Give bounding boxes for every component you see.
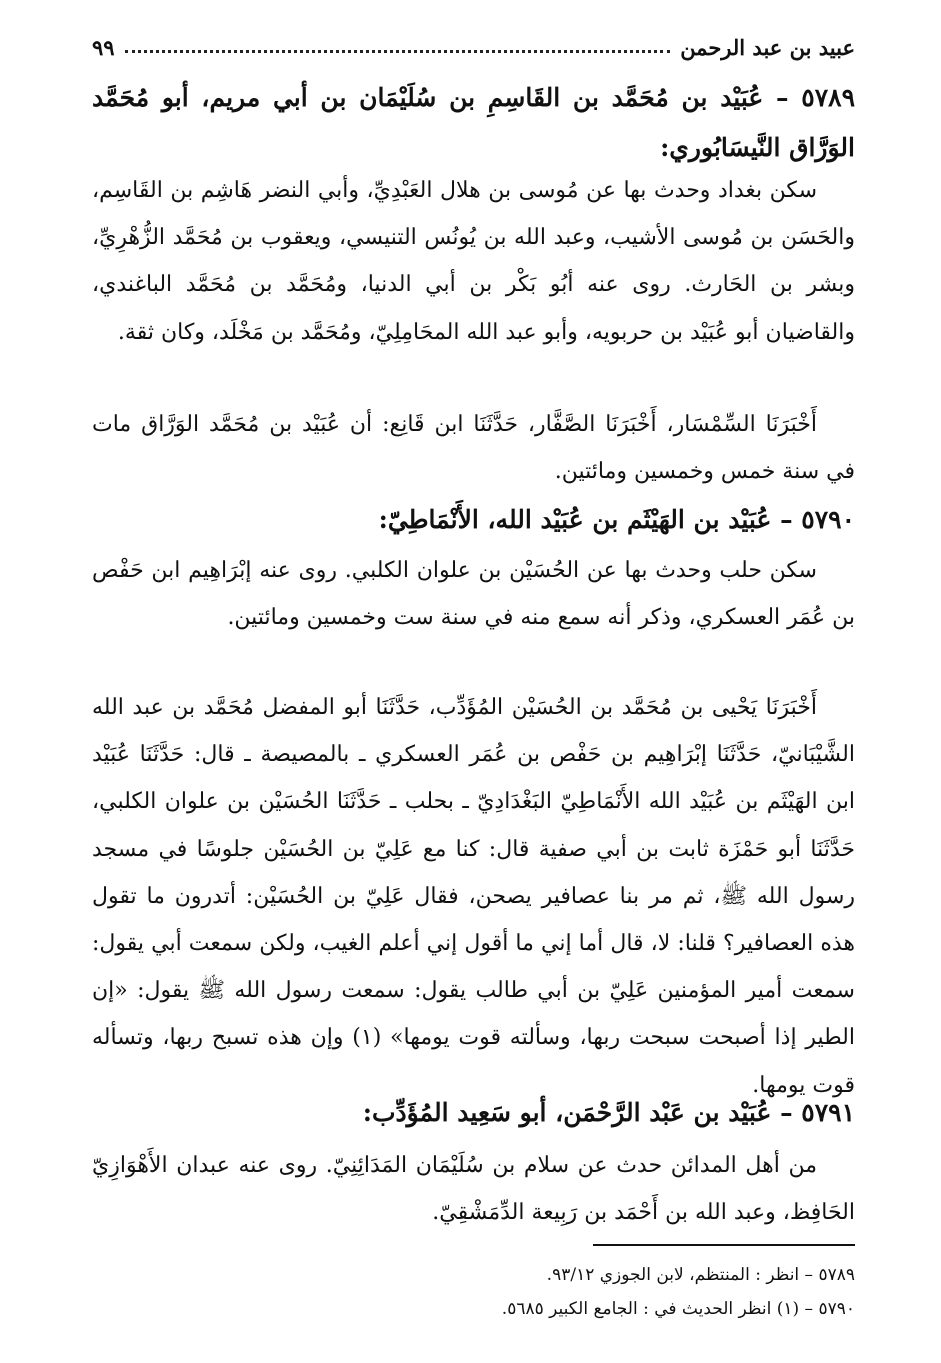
entry-5790-paragraph-1: سكن حلب وحدث بها عن الحُسَيْن بن علوان الكلبي. روى عنه إبْرَاهِيم ابن حَفْص بن عُمَر العسكري، وذكر أنه سمع منه في سنة ست وخمسين ومائتين. — [92, 558, 855, 631]
entry-5789-bio — [92, 167, 855, 356]
page-number: ٩٩ — [92, 35, 115, 60]
entry-5790-bio — [92, 547, 855, 641]
entry-5789-isnad — [92, 401, 855, 495]
entry-5791-bio — [92, 1142, 855, 1236]
entry-5790-hadith — [92, 684, 855, 1109]
entry-title-5791: ٥٧٩١ – عُبَيْد بن عَبْد الرَّحْمَن، أبو سَعِيد المُؤَدِّب: — [362, 1098, 855, 1127]
footnotes — [300, 1258, 855, 1326]
header-leader-dots — [125, 50, 671, 53]
page-header — [92, 30, 855, 60]
entry-title-5790: ٥٧٩٠ – عُبَيْد بن الهَيْثَم بن عُبَيْد الله، الأَنْمَاطِيّ: — [378, 505, 855, 534]
footnote-5790: ٥٧٩٠ – (١) انظر الحديث في : الجامع الكبير ٥٦٨٥. — [501, 1299, 855, 1319]
running-title: عبيد بن عبد الرحمن — [680, 35, 855, 60]
footnote-5789: ٥٧٨٩ – انظر : المنتظم، لابن الجوزي ٩٣/١٢. — [546, 1265, 855, 1285]
entry-title-5789: ٥٧٨٩ – عُبَيْد بن مُحَمَّد بن القَاسِمِ بن سُلَيْمَان بن أبي مريم، أبو مُحَمَّد الوَرَّاق النَّيسَابُوري: — [92, 83, 855, 162]
footnote-separator — [593, 1244, 855, 1246]
entry-5789-paragraph-2: أَخْبَرَنَا السِّمْسَار، أَخْبَرَنَا الصَّفَّار، حَدَّثَنَا ابن قَانِع: أن عُبَيْد بن مُحَمَّد الوَرَّاق مات في سنة خمس وخمسين ومائتين. — [92, 412, 855, 485]
entry-5790-paragraph-2: أَخْبَرَنَا يَحْيى بن مُحَمَّد بن الحُسَيْن المُؤَدِّب، حَدَّثَنَا أبو المفضل مُحَمَّد بن عبد الله الشَّيْبَانيّ، حَدَّثَنَا إبْرَاهِيم بن حَفْص بن عُمَر العسكري ـ بالمصيصة ـ قال: حَدَّثَنَا عُبَيْد ابن الهَيْثَم بن عُبَيْد الله الأَنْمَاطِيّ البَغْدَادِيّ ـ بحلب ـ حَدَّثَنَا الحُسَيْن بن علوان الكلبي، حَدَّثَنَا أبو حَمْزَة ثابت بن أبي صفية قال: كنا مع عَلِيّ بن الحُسَيْن جلوسًا في مسجد رسول الله ﷺ، ثم مر بنا عصافير يصحن، فقال عَلِيّ بن الحُسَيْن: أتدرون ما تقول هذه العصافير؟ قلنا: لا، قال أما إني ما أقول إني أعلم الغيب، ولكن سمعت أبي يقول: سمعت أمير المؤمنين عَلِيّ بن أبي طالب يقول: سمعت رسول الله ﷺ يقول: «إن الطير إذا أصبحت سبحت ربها، وسألته قوت يومها» (١) وإن هذه تسبح ربها، وتسأله قوت يومها. — [92, 695, 855, 1098]
entry-5789-paragraph-1: سكن بغداد وحدث بها عن مُوسى بن هلال العَبْدِيِّ، وأبي النضر هَاشِم بن القَاسِم، والحَسَن بن مُوسى الأشيب، وعبد الله بن يُونُس التنيسي، ويعقوب بن مُحَمَّد الزُّهْرِيِّ، وبشر بن الحَارث. روى عنه أبُو بَكْر بن أبي الدنيا، ومُحَمَّد بن مُحَمَّد الباغندي، والقاضيان أبو عُبَيْد بن حربويه، وأبو عبد الله المحَامِلِيّ، ومُحَمَّد بن مَخْلَد، وكان ثقة. — [92, 178, 855, 345]
entry-5791-paragraph-1: من أهل المدائن حدث عن سلام بن سُلَيْمَان المَدَائِنِيّ. روى عنه عبدان الأَهْوَازِيّ الحَافِظ، وعبد الله بن أَحْمَد بن رَبِيعة الدِّمَشْقِيّ. — [92, 1153, 855, 1226]
